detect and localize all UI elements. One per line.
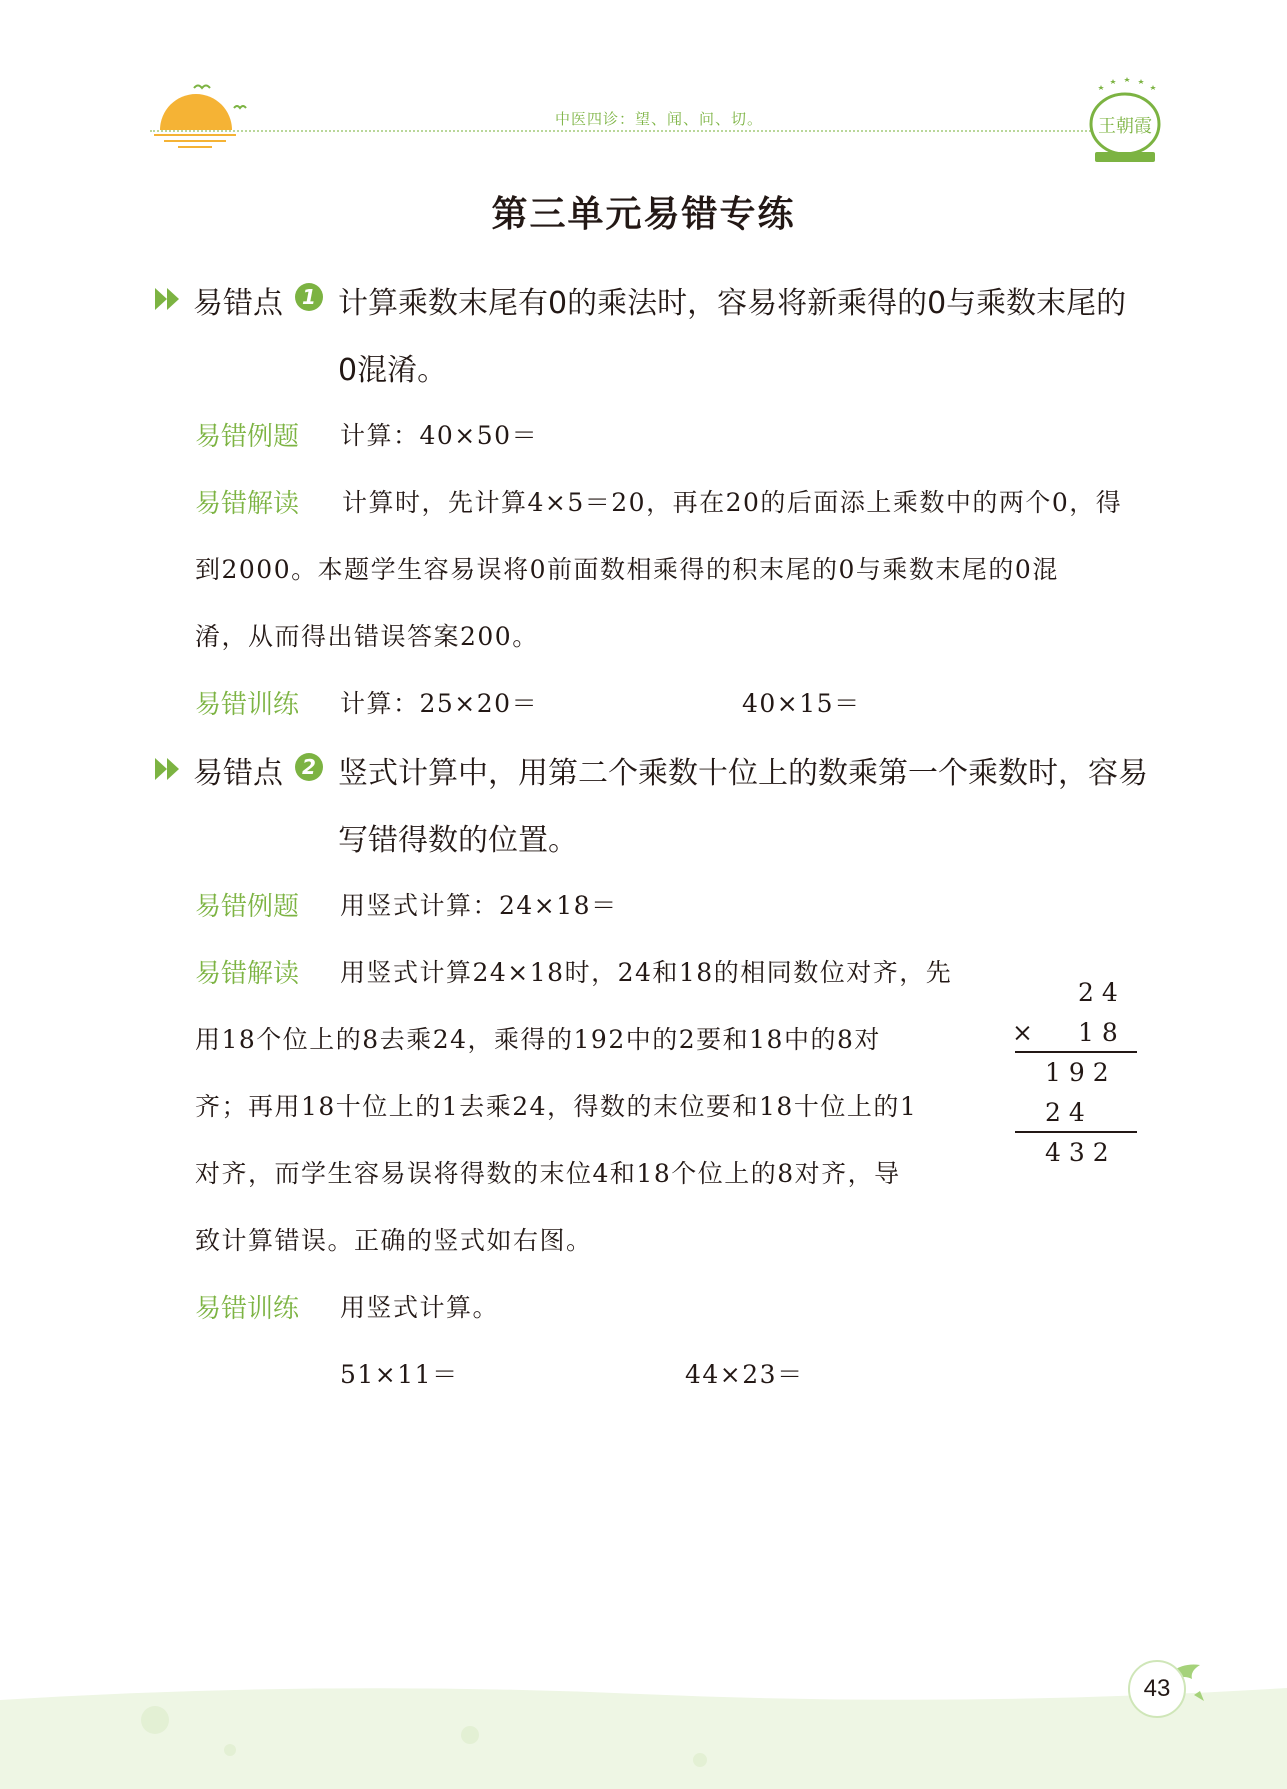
- explain-line: 对齐，而学生容易误将得数的末位4和18个位上的8对齐，导: [195, 1159, 901, 1188]
- explain-tag: 易错解读: [195, 959, 300, 989]
- practice-instruction: 用竖式计算。: [340, 1293, 500, 1322]
- calc-divider: [1015, 1051, 1137, 1053]
- calc-partial-product-1: 1 9 2: [1045, 1058, 1109, 1087]
- error-point-description-cont: 0混淆。: [338, 353, 448, 388]
- calc-times-sign: ×: [1012, 1018, 1033, 1047]
- practice-item: 51×11＝: [340, 1360, 459, 1389]
- explain-line: 用18个位上的8去乘24，乘得的192中的2要和18中的8对: [195, 1025, 881, 1054]
- publisher-logo-icon: [1085, 76, 1165, 166]
- page-title: 第三单元易错专练: [491, 194, 796, 235]
- error-point-description: 计算乘数末尾有0的乘法时，容易将新乘得的0与乘数末尾的: [338, 286, 1127, 321]
- practice-item: 44×23＝: [685, 1360, 804, 1389]
- practice-item: 计算：25×20＝: [340, 689, 539, 718]
- running-title: 中医四诊：望、闻、问、切。: [555, 110, 764, 128]
- explain-line: 到2000。本题学生容易误将0前面数相乘得的积末尾的0与乘数末尾的0混: [195, 555, 1059, 584]
- error-point-description-cont: 写错得数的位置。: [338, 823, 578, 858]
- example-tag: 易错例题: [195, 892, 300, 922]
- error-point-description: 竖式计算中，用第二个乘数十位上的数乘第一个乘数时，容易: [338, 756, 1148, 791]
- footer-wave-background: [0, 1680, 1287, 1789]
- practice-item: 40×15＝: [742, 689, 861, 718]
- explain-line: 致计算错误。正确的竖式如右图。: [195, 1226, 593, 1255]
- calc-product: 4 3 2: [1045, 1138, 1109, 1167]
- practice-tag: 易错训练: [195, 1294, 300, 1324]
- double-arrow-icon: [155, 286, 185, 312]
- explain-line: 齐；再用18十位上的1去乘24，得数的末位要和18十位上的1: [195, 1092, 918, 1121]
- svg-text:王朝霞: 王朝霞: [1098, 116, 1152, 137]
- error-point-number-badge: 1: [295, 283, 323, 311]
- explain-tag: 易错解读: [195, 489, 300, 519]
- sunset-icon: [150, 78, 250, 150]
- error-point-label: 易错点: [193, 756, 283, 791]
- calc-divider: [1015, 1131, 1137, 1133]
- example-text: 计算：40×50＝: [340, 421, 539, 450]
- example-tag: 易错例题: [195, 422, 300, 452]
- calc-partial-product-2: 2 4: [1045, 1098, 1085, 1127]
- practice-tag: 易错训练: [195, 690, 300, 720]
- header-divider: [150, 130, 1095, 132]
- example-text: 用竖式计算：24×18＝: [340, 891, 618, 920]
- explain-line: 用竖式计算24×18时，24和18的相同数位对齐，先: [340, 958, 953, 987]
- explain-line: 淆，从而得出错误答案200。: [195, 622, 539, 651]
- double-arrow-icon: [155, 756, 185, 782]
- explain-line: 计算时，先计算4×5＝20，再在20的后面添上乘数中的两个0，得: [342, 488, 1123, 517]
- calc-row-multiplier: 1 8: [1078, 1018, 1118, 1047]
- error-point-number-badge: 2: [295, 753, 323, 781]
- error-point-label: 易错点: [193, 286, 283, 321]
- page-number: 43: [1128, 1660, 1186, 1718]
- calc-row-multiplicand: 2 4: [1078, 978, 1118, 1007]
